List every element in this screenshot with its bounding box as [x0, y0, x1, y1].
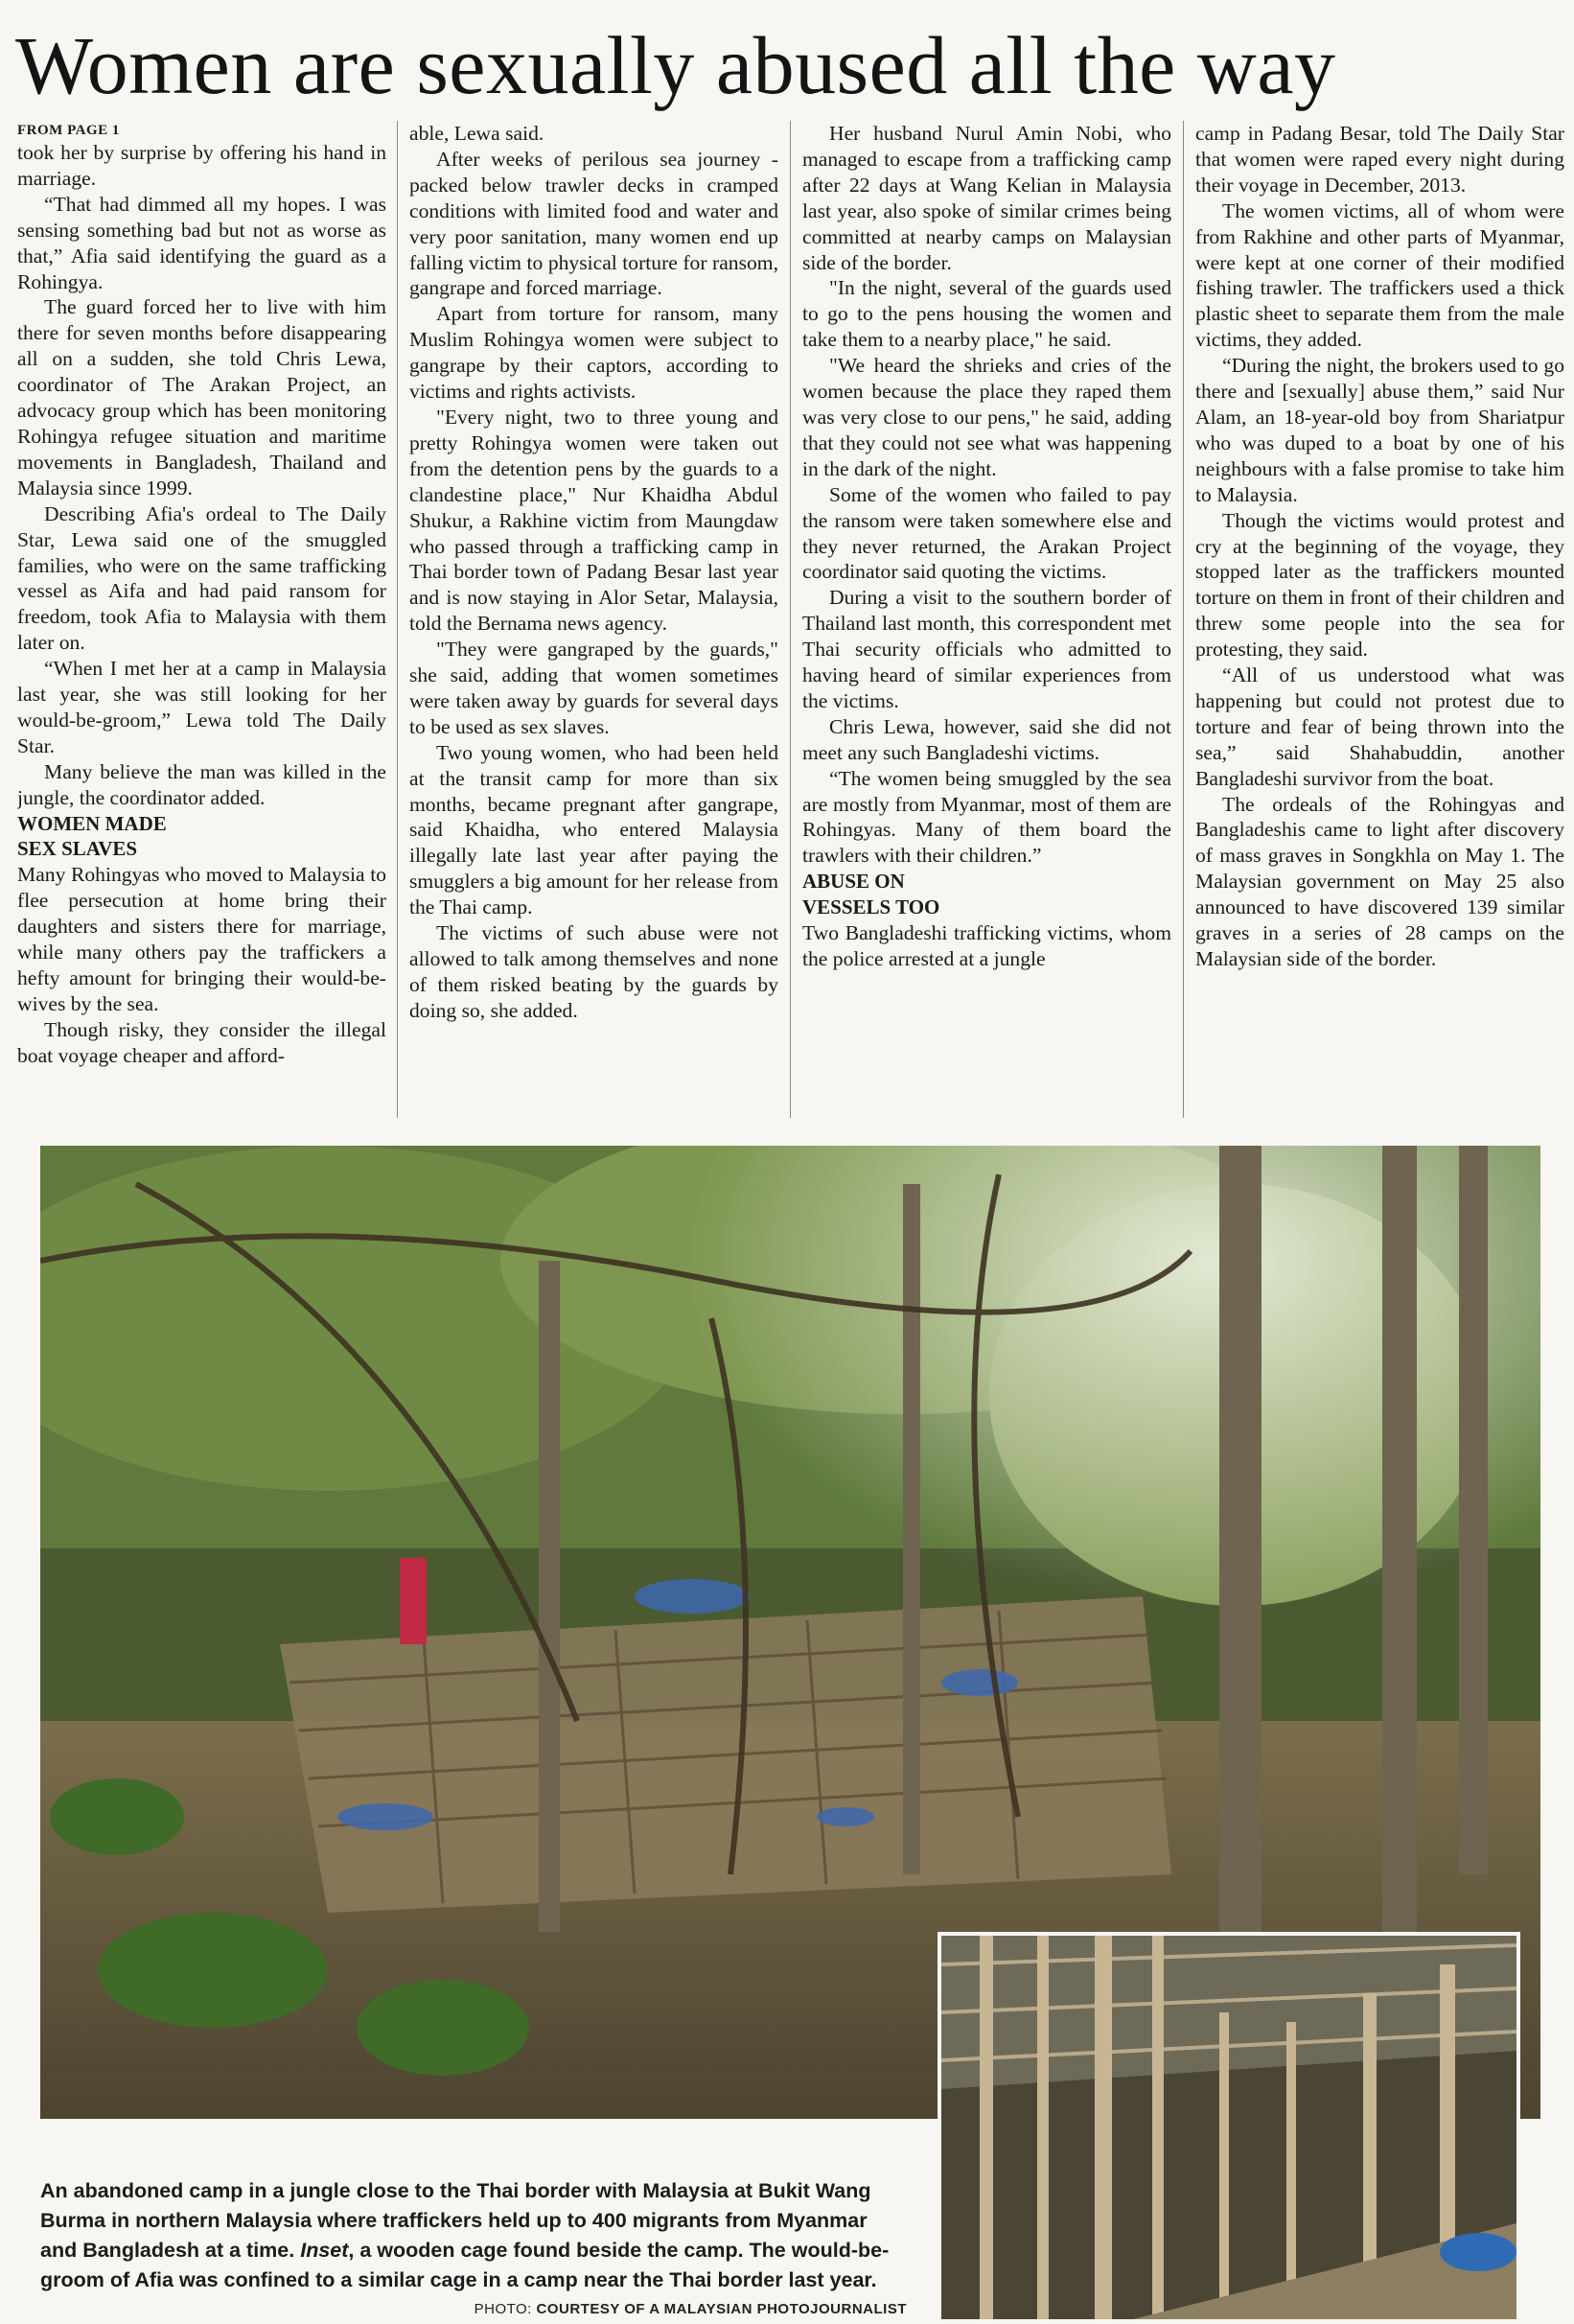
article-paragraph: During a visit to the southern border of Thailand last month, this correspondent met Thai security officials who admitted to having heard of similar experiences from the victims. — [802, 586, 1171, 712]
article-paragraph: “All of us understood what was happening but could not protest due to torture and fear of being thrown into the sea,” said Shahabuddin, another Bangladeshi survivor from the boat. — [1195, 663, 1564, 790]
article-paragraph: “The women being smuggled by the sea are mostly from Myanmar, most of them are Rohingyas. Many of them board the trawlers with their children.” — [802, 766, 1171, 868]
caption-text: An abandoned camp in a jungle close to the Thai border with Malaysia at Bukit Wang Burma in northern Malaysia where traffickers held up to 400 migrants from Myanmar and Bangladesh at a time. — [40, 2179, 871, 2262]
article-paragraph: Two Bangladeshi trafficking victims, whom the police arrested at a jungle — [802, 921, 1171, 970]
article-paragraph: Many Rohingyas who moved to Malaysia to flee persecution at home bring their daughters and sisters there for marriage, while many others pay the traffickers a hefty amount for bringing their would-be-wives by the sea. — [17, 863, 386, 1015]
article-paragraph: Many believe the man was killed in the jungle, the coordinator added. — [17, 759, 386, 809]
column-divider — [397, 121, 398, 1118]
article-paragraph: Though the victims would protest and cry at the beginning of the voyage, they stopped later as the traffickers mounted torture on them in front of their children and threw some people into the sea for protesting, they said. — [1195, 508, 1564, 662]
article-column-1 — [17, 121, 386, 1123]
article-column-4 — [1195, 121, 1564, 1123]
article-paragraph: The ordeals of the Rohingyas and Bangladeshis came to light after discovery of mass graves in Songkhla on May 1. The Malaysian government on May 25 also announced to have discovered 139 similar graves in a series of 28 camps on the Malaysian side of the border. — [1195, 792, 1564, 970]
article-paragraph: "Every night, two to three young and pretty Rohingya women were taken out from the detention pens by the guards to a clandestine place," Nur Khaidha Abdul Shukur, a Rakhine victim from Maungdaw who passed through a trafficking camp in Thai border town of Padang Besar last year and is now staying in Alor Setar, Malaysia, told the Bernama news agency. — [409, 405, 778, 636]
article-paragraph: The victims of such abuse were not allowed to talk among themselves and none of them risked beating by the guards by doing so, she added. — [409, 921, 778, 1022]
caption-inset-word: Inset — [300, 2239, 349, 2262]
article-paragraph: Two young women, who had been held at the transit camp for more than six months, became pregnant after gangrape, said Khaidha, who entered Malaysia illegally late last year after paying the smugglers a big amount for her release from the Thai camp. — [409, 740, 778, 919]
article-paragraph: “When I met her at a camp in Malaysia last year, she was still looking for her would-be-groom,” Lewa told The Daily Star. — [17, 657, 386, 757]
article-paragraph: took her by surprise by offering his hand in marriage. — [17, 141, 386, 190]
article-paragraph: Though risky, they consider the illegal boat voyage cheaper and afford- — [17, 1017, 386, 1067]
subheading: SEX SLAVES — [17, 837, 138, 861]
article-column-2 — [409, 121, 778, 1123]
caption-text-continued: , a wooden cage found beside the camp. The would-be-groom of Afia was confined to a similar cage in a camp near the Thai border last year. — [40, 2239, 890, 2291]
article-column-3 — [802, 121, 1171, 1123]
photo-caption — [40, 2176, 893, 2295]
article-paragraph: After weeks of perilous sea journey - packed below trawler decks in cramped conditions with limited food and water and very poor sanitation, many women end up falling victim to physical torture for ransom, gangrape and forced marriage. — [409, 147, 778, 300]
subheading: VESSELS TOO — [802, 895, 940, 919]
article-paragraph: "They were gangraped by the guards," she said, adding that women sometimes were taken away by guards for several days to be used as sex slaves. — [409, 638, 778, 738]
article-paragraph: “That had dimmed all my hopes. I was sensing something bad but not as worse as that,” Afia said identifying the guard as a Rohingya. — [17, 192, 386, 293]
article-paragraph: The guard forced her to live with him there for seven months before disappearing all on a sudden, she told Chris Lewa, coordinator of The Arakan Project, an advocacy group which has been monitoring Rohingya refugee situation and maritime movements in Bangladesh, Thailand and Malaysia since 1999. — [17, 295, 386, 500]
photo-credit-label: PHOTO: — [474, 2301, 537, 2317]
headline: Women are sexually abused all the way — [15, 19, 1336, 111]
article-paragraph: able, Lewa said. — [409, 122, 544, 145]
photo-credit-text: COURTESY OF A MALAYSIAN PHOTOJOURNALIST — [536, 2301, 907, 2317]
subheading: ABUSE ON — [802, 870, 905, 894]
article-paragraph: The women victims, all of whom were from Rakhine and other parts of Myanmar, were kept at one corner of their modified fishing trawler. The traffickers used a thick plastic sheet to separate them from the male victims, they added. — [1195, 198, 1564, 352]
article-paragraph: Some of the women who failed to pay the ransom were taken somewhere else and they never returned, the Arakan Project coordinator said quoting the victims. — [802, 482, 1171, 584]
article-paragraph: camp in Padang Besar, told The Daily Star that women were raped every night during their voyage in December, 2013. — [1195, 122, 1564, 197]
article-paragraph: Apart from torture for ransom, many Muslim Rohingya women were subject to gangrape by their captors, according to victims and rights activists. — [409, 302, 778, 404]
article-paragraph: Chris Lewa, however, said she did not meet any such Bangladeshi victims. — [802, 714, 1171, 764]
from-page-label: FROM PAGE 1 — [17, 123, 120, 138]
wooden-cage-inset-photo — [937, 1932, 1520, 2323]
column-divider — [1183, 121, 1184, 1118]
photo-credit — [408, 2301, 907, 2317]
article-paragraph: “During the night, the brokers used to go there and [sexually] abuse them,” said Nur Alam, an 18-year-old boy from Shariatpur who was duped to a boat by one of his neighbours with a false promise to take him to Malaysia. — [1195, 354, 1564, 506]
article-paragraph: Her husband Nurul Amin Nobi, who managed to escape from a trafficking camp after 22 days at Wang Kelian in Malaysia last year, also spoke of similar crimes being committed at nearby camps on Malaysian side of the border. — [802, 122, 1171, 274]
article-paragraph: "We heard the shrieks and cries of the women because the place they raped them was very close to our pens," he said, adding that they could not see what was happening in the dark of the night. — [802, 354, 1171, 480]
subheading: WOMEN MADE — [17, 811, 167, 835]
column-divider — [790, 121, 791, 1118]
article-paragraph: Describing Afia's ordeal to The Daily Star, Lewa said one of the smuggled families, who were on the same trafficking vessel as Aifa and had paid ransom for freedom, took Afia to Malaysia with them later on. — [17, 501, 386, 655]
article-paragraph: "In the night, several of the guards used to go to the pens housing the women and take them to a nearby place," he said. — [802, 276, 1171, 352]
